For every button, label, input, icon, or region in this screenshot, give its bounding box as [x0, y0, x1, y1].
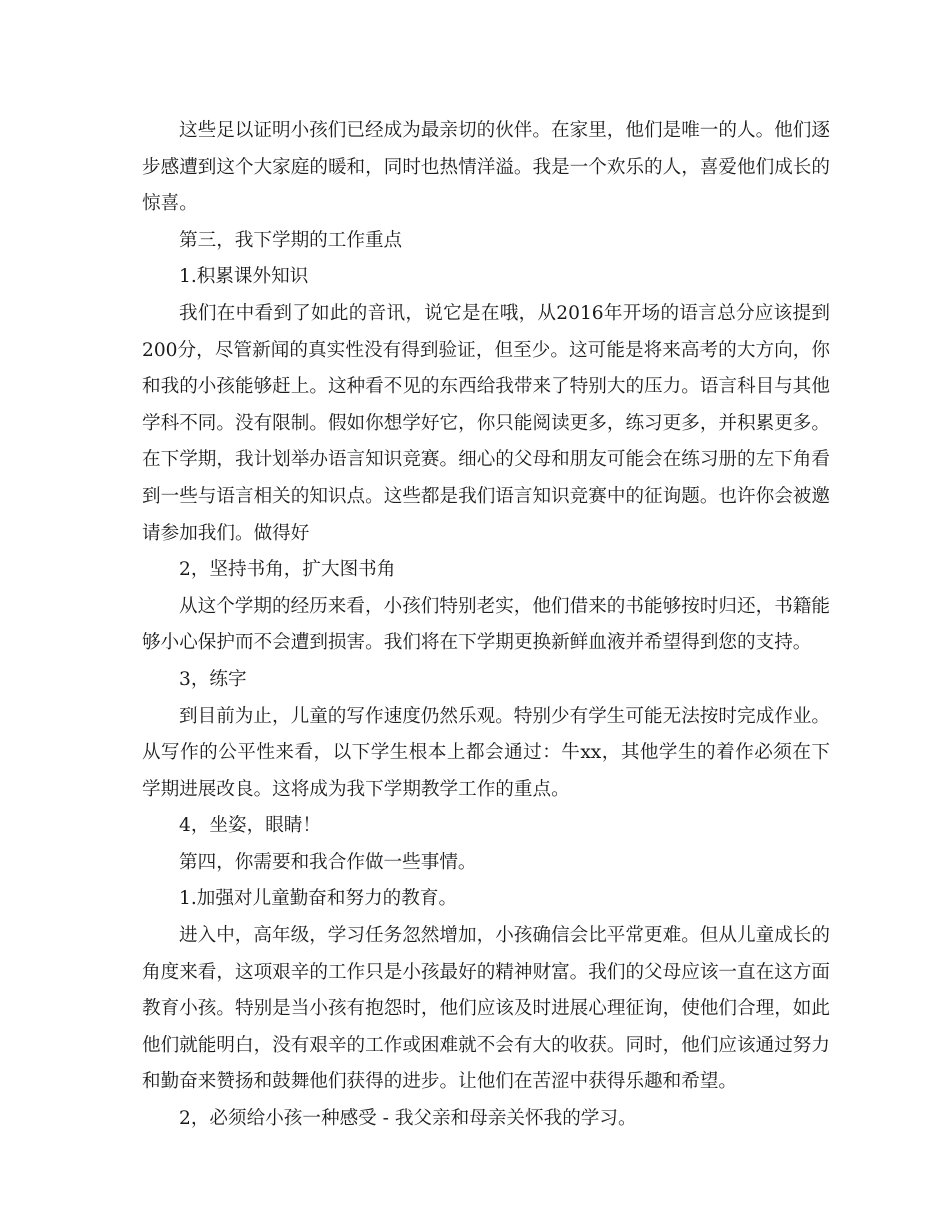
paragraph: 这些足以证明小孩们已经成为最亲切的伙伴。在家里，他们是唯一的人。他们逐步感遭到这个大家庭的暖和，同时也热情洋溢。我是一个欢乐的人，喜爱他们成长的惊喜。 — [142, 120, 830, 215]
list-item-heading: 3，练字 — [179, 668, 247, 690]
list-item-heading: 2，坚持书角，扩大图书角 — [179, 559, 396, 581]
section-heading-4: 第四，你需要和我合作做一些事情。 — [179, 851, 477, 873]
list-item-heading: 4，坐姿，眼睛！ — [179, 815, 321, 837]
section-heading-3: 第三，我下学期的工作重点 — [179, 229, 403, 251]
paragraph: 到目前为止，儿童的写作速度仍然乐观。特别少有学生可能无法按时完成作业。从写作的公平性来看，以下学生根本上都会通过：牛xx，其他学生的着作必须在下学期进展改良。这将成为我下学期教学工作的重点。 — [142, 705, 830, 800]
list-item-heading: 1.加强对儿童勤奋和努力的教育。 — [179, 888, 458, 910]
document-body — [142, 113, 830, 1138]
list-item-heading: 1.积累课外知识 — [179, 266, 309, 288]
paragraph: 进入中，高年级，学习任务忽然增加，小孩确信会比平常更难。但从儿童成长的角度来看，这项艰辛的工作只是小孩最好的精神财富。我们的父母应该一直在这方面教育小孩。特别是当小孩有抱怨时，他们应该及时进展心理征询，使他们合理，如此他们就能明白，没有艰辛的工作或困难就不会有大的收获。同时，他们应该通过努力和勤奋来赞扬和鼓舞他们获得的进步。让他们在苦涩中获得乐趣和希望。 — [142, 925, 830, 1093]
list-item-heading: 2，必须给小孩一种感受 - 我父亲和母亲关怀我的学习。 — [179, 1108, 637, 1130]
paragraph: 我们在中看到了如此的音讯，说它是在哦，从2016年开场的语言总分应该提到200分，尽管新闻的真实性没有得到验证，但至少。这可能是将来高考的大方向，你和我的小孩能够赶上。这种看不见的东西给我带来了特别大的压力。语言科目与其他学科不同。没有限制。假如你想学好它，你只能阅读更多，练习更多，并积累更多。在下学期，我计划举办语言知识竞赛。细心的父母和朋友可能会在练习册的左下角看到一些与语言相关的知识点。这些都是我们语言知识竞赛中的征询题。也许你会被邀请参加我们。做得好 — [142, 302, 830, 544]
paragraph: 从这个学期的经历来看，小孩们特别老实，他们借来的书能够按时归还，书籍能够小心保护而不会遭到损害。我们将在下学期更换新鲜血液并希望得到您的支持。 — [142, 595, 830, 654]
